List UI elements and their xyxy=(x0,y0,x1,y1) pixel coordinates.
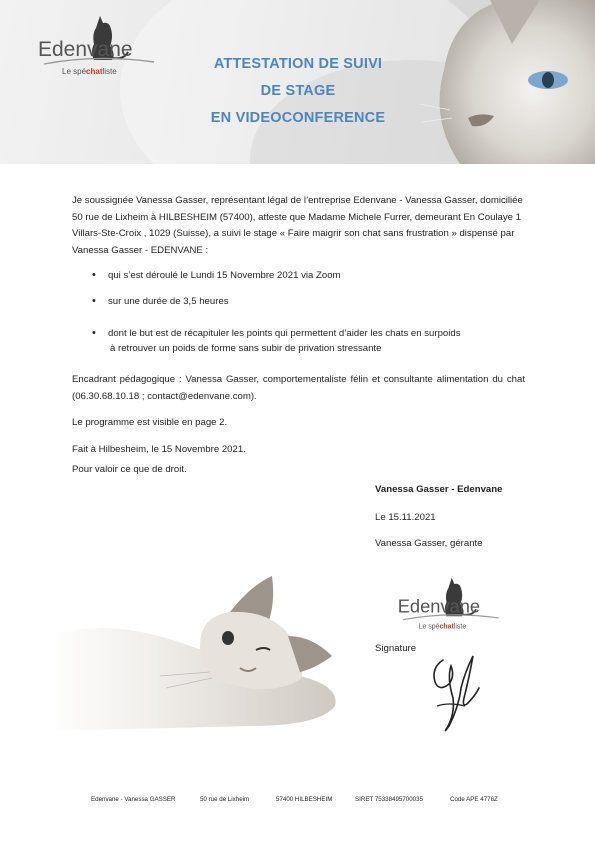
logo-brand-text: Edenvane xyxy=(38,38,133,61)
svg-text:Le spéchatliste xyxy=(419,623,467,630)
signatory-name: Vanessa Gasser - Edenvane xyxy=(375,484,503,495)
footer-siret: SIRET 75338495700035 xyxy=(355,796,424,803)
cat-head-photo xyxy=(420,0,595,164)
lying-cat-photo xyxy=(50,576,340,736)
stamp-brand-text: Edenvane xyxy=(397,595,481,617)
list-item xyxy=(92,268,532,283)
programme-note: Le programme est visible en page 2. xyxy=(72,417,228,428)
header-band xyxy=(0,0,595,164)
edenvane-logo xyxy=(36,14,160,78)
handwritten-signature xyxy=(425,648,483,738)
encadrant-paragraph: Encadrant pédagogique : Vanessa Gasser, comportementaliste félin et consultante alimentation du chat (06.30.68.10.18 ; contact@edenvane.com). xyxy=(72,374,525,402)
intro-paragraph: Je soussignée Vanessa Gasser, représentant légal de l’entreprise Edenvane - Vanessa Gasser, domiciliée 50 rue de Lixheim à HILBESHEIM (57400), atteste que Madame Michele Furrer, demeurant En Coulaye 1 Villars-Ste-Croix , 1029 (Suisse), a suivi le stage « Faire maigrir son chat sans frustration » dispensé par Vanessa Gasser - EDENVANE : xyxy=(72,195,523,256)
footer-street: 50 rue de Lixheim xyxy=(200,796,250,803)
footer-company: Edenvane - Vanessa GASSER xyxy=(91,796,176,803)
stamp-tagline-pre: Le spé xyxy=(418,623,440,631)
signature-label: Signature xyxy=(375,643,417,654)
footer-city: 57400 HILBESHEIM xyxy=(276,796,333,803)
edenvane-logo-graphic xyxy=(36,14,160,78)
place-date-line: Fait à Hilbesheim, le 15 Novembre 2021. xyxy=(72,444,246,455)
list-item xyxy=(92,326,532,357)
logo-tagline-accent: chat xyxy=(86,67,103,76)
stamp-tagline-accent: chat xyxy=(439,623,454,631)
logo-tagline-post: liste xyxy=(102,67,117,76)
bullet-text-goal: dont le but est de récapituler les points qui permettent d’aider les chats en surpoids xyxy=(108,328,461,339)
logo-tagline-pre: Le spé xyxy=(62,67,87,76)
signatory-role: Vanessa Gasser, gérante xyxy=(375,538,483,549)
footer-ape: Code APE 4776Z xyxy=(450,796,498,803)
closing-line: Pour valoir ce que de droit. xyxy=(72,464,187,475)
title-line-2: DE STAGE xyxy=(260,83,336,99)
stamp-tagline-post: liste xyxy=(453,623,467,631)
page-footer xyxy=(0,796,595,808)
document-title xyxy=(180,51,416,132)
bullet-text-goal-cont: à retrouver un poids de forme sans subir de privation stressante xyxy=(110,343,382,355)
list-item xyxy=(92,294,532,309)
edenvane-stamp-logo xyxy=(396,576,504,632)
bullet-text-date: qui s’est déroulé le Lundi 15 Novembre 2021 via Zoom xyxy=(108,270,341,281)
title-line-3: EN VIDEOCONFERENCE xyxy=(210,110,386,126)
signature-date: Le 15.11.2021 xyxy=(375,512,436,523)
edenvane-stamp-graphic xyxy=(396,576,504,632)
title-line-1: ATTESTATION DE SUIVI xyxy=(213,56,383,72)
bullet-text-duration: sur une durée de 3,5 heures xyxy=(108,296,229,307)
svg-text:Le spéchatliste xyxy=(62,67,117,76)
